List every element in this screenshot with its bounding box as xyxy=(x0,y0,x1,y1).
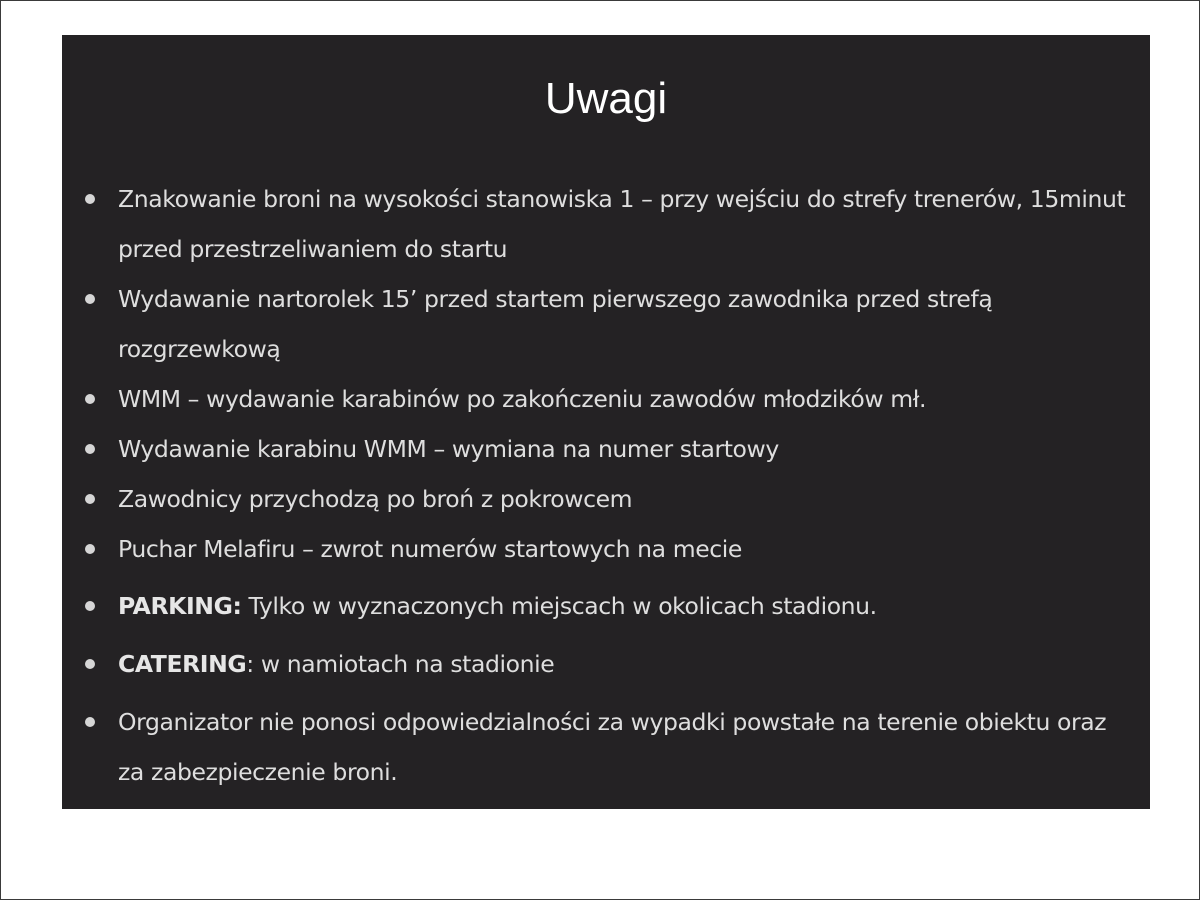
note-item-catering xyxy=(118,639,1138,689)
bullet-icon xyxy=(85,659,95,669)
bullet-icon xyxy=(85,444,95,454)
bullet-icon xyxy=(85,544,95,554)
note-item xyxy=(118,524,1138,574)
note-text: : w namiotach na stadionie xyxy=(246,650,555,678)
note-item-parking xyxy=(118,581,1138,631)
bullet-icon xyxy=(85,294,95,304)
note-item xyxy=(118,174,1138,274)
slide-title: Uwagi xyxy=(544,74,668,123)
bullet-icon xyxy=(85,394,95,404)
note-label-catering: CATERING xyxy=(118,650,247,678)
note-text: Wydawanie nartorolek 15’ przed startem pierwszego zawodnika przed strefą rozgrzewkową xyxy=(118,285,993,363)
note-text: Znakowanie broni na wysokości stanowiska 1 – przy wejściu do strefy trenerów, 15minut przed przestrzeliwaniem do startu xyxy=(118,185,1126,263)
note-text: Tylko w wyznaczonych miejscach w okolicach stadionu. xyxy=(241,592,877,620)
note-text: Organizator nie ponosi odpowiedzialności za wypadki powstałe na terenie obiektu oraz za zabezpieczenie broni. xyxy=(118,708,1107,786)
note-text: WMM – wydawanie karabinów po zakończeniu zawodów młodzików mł. xyxy=(118,385,927,413)
note-text: Puchar Melafiru – zwrot numerów startowych na mecie xyxy=(118,535,742,563)
note-text: Zawodnicy przychodzą po broń z pokrowcem xyxy=(118,485,633,513)
note-item xyxy=(118,274,1138,374)
bullet-icon xyxy=(85,717,95,727)
note-item xyxy=(118,697,1138,797)
bullet-icon xyxy=(85,194,95,204)
note-item xyxy=(118,474,1138,524)
slide xyxy=(62,35,1150,809)
bullet-icon xyxy=(85,494,95,504)
note-text: Wydawanie karabinu WMM – wymiana na numer startowy xyxy=(118,435,779,463)
note-item xyxy=(118,424,1138,474)
note-label-parking: PARKING: xyxy=(118,592,242,620)
note-item xyxy=(118,374,1138,424)
bullet-icon xyxy=(85,601,95,611)
